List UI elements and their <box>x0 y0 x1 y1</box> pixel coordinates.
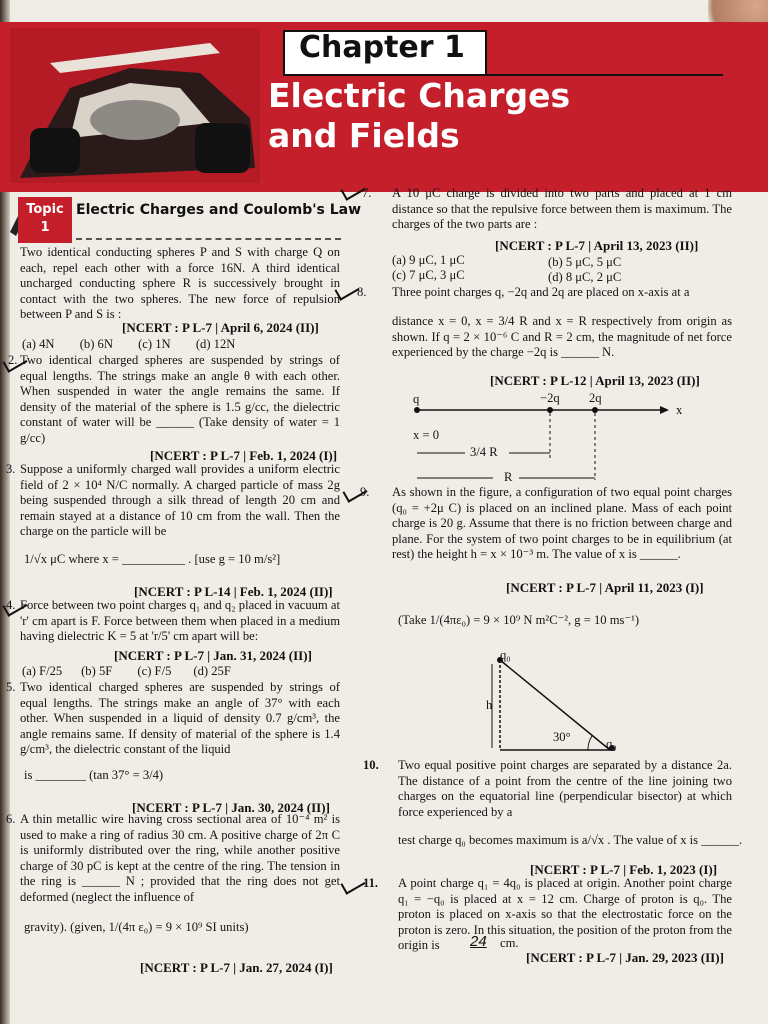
q11-number: 11. <box>363 876 379 890</box>
q11-handwritten-answer: 24 <box>470 933 487 950</box>
chapter-title-line1: Electric Charges <box>268 76 571 115</box>
q7-number: 7. <box>362 186 372 200</box>
topic-tag-line2: 1 <box>40 220 50 235</box>
q8-text2: distance x = 0, x = 3/4 R and x = R respectively from origin as shown. If q = 2 × 10⁻⁶ C and R = 2 cm, the magnitude of net force experienced by the charge −2q is ______ N. <box>392 314 732 359</box>
fig-label-x: x <box>676 403 683 417</box>
q2-ref: [NCERT : P L-7 | Feb. 1, 2024 (I)] <box>150 448 338 463</box>
q10-number: 10. <box>363 758 379 772</box>
q3-number: 3. <box>6 462 16 476</box>
fig-label-q0-top: q₀ <box>500 648 511 662</box>
q10-text: Two equal positive point charges are separated by a distance 2a. The distance of a point from the centre of the line joining two charges on the equatorial line (perpendicular bisector) at which force experienced by a <box>398 758 732 819</box>
q6-ref: [NCERT : P L-7 | Jan. 27, 2024 (I)] <box>140 960 333 975</box>
q11-text: A point charge q₁ = 4q₀ is placed at origin. Another point charge q₁ = −q₀ is placed at x = 12 cm. Charge of proton is q₀. The proton is placed on x-axis so that the electrostatic force on the proton is zero. In this situation, the position of the proton from the origin is <box>398 876 732 952</box>
topic-title: Electric Charges and Coulomb's Law <box>76 202 362 218</box>
charge-2q-dot <box>592 407 598 413</box>
q9-ref: [NCERT : P L-7 | April 11, 2023 (I)] <box>506 580 704 595</box>
x-axis-arrow <box>660 406 669 414</box>
q7-option-a: (a) 9 μC, 1 μC <box>392 253 465 267</box>
q9-text: As shown in the figure, a configuration of two equal point charges (q₀ = +2μ C) is placed on an inclined plane. Mass of each point charge is 20 g. Assume that there is no friction between charge and plane. For the system of two point charges to be in equilibrium (at rest) the height h = x × 10⁻³ m. The value of x is ______. <box>392 485 732 561</box>
fig-label-x0: x = 0 <box>413 428 439 442</box>
topic-divider <box>76 238 341 240</box>
q4-ref: [NCERT : P L-7 | Jan. 31, 2024 (II)] <box>114 648 312 663</box>
q6-text: A thin metallic wire having cross sectional area of 10⁻⁴ m² is used to make a ring of radius 30 cm. A positive charge of 2π C is uniformly distributed over the ring, while another positive charge of 30 pC is kept at the centre of the ring. The tension in the ring is ______ N ; provided that the ring does not get deformed (neglect the influence of <box>20 812 340 904</box>
angle-arc <box>588 736 592 750</box>
topic-tag <box>18 197 72 243</box>
fig-label-angle: 30° <box>553 730 571 744</box>
q7-option-d: (d) 8 μC, 2 μC <box>548 270 622 284</box>
q7-text: A 10 μC charge is divided into two parts and placed at 1 cm distance so that the repulsive force between them is maximum. The charges of the two parts are : <box>392 186 732 231</box>
q5-ref: [NCERT : P L-7 | Jan. 30, 2024 (II)] <box>132 800 330 815</box>
q1-text: Two identical conducting spheres P and S with charge Q on each, repel each other with a force 16N. A third identical uncharged conducting sphere R is successively brought in contact with the two spheres. The new force of repulsion between P and S is : <box>20 245 340 321</box>
charge-minus2q-dot <box>547 407 553 413</box>
q8-number: 8. <box>357 285 367 299</box>
topic-tag-line1: Topic <box>26 202 64 217</box>
fig-label-three-quarter-R: 3/4 R <box>470 445 498 459</box>
q8-text: Three point charges q, −2q and 2q are placed on x-axis at a <box>392 285 690 299</box>
q10-formula: test charge q₀ becomes maximum is a/√x . The value of x is ______. <box>398 833 743 847</box>
chapter-label-box <box>283 30 487 76</box>
q2-text: Two identical charged spheres are suspended by strings of equal lengths. The strings make an angle θ with each other. When suspended in water the angle remains the same. If density of the material of the sphere is 1.5 g/cc, the dielectric constant of water will be ______ (Take density of water = 1 g/cc) <box>20 353 340 445</box>
q3-text: Suppose a uniformly charged wall provides a uniform electric field of 2 × 10⁴ N/C normally. A charged particle of mass 2g being suspended through a silk thread of length 20 cm and remain stayed at a distance of 10 cm from the wall. Then the charge on the particle will be <box>20 462 340 538</box>
q8-ref: [NCERT : P L-12 | April 13, 2023 (II)] <box>490 373 700 388</box>
q1-options: (a) 4N (b) 6N (c) 1N (d) 12N <box>22 337 236 351</box>
fig-label-h: h <box>486 698 493 712</box>
q6-formula: gravity). (given, 1/(4π ε₀) = 9 × 10⁹ SI units) <box>24 920 249 934</box>
chapter-label: Chapter 1 <box>299 30 465 65</box>
race-car-illustration <box>10 28 260 183</box>
tick-mark-q11 <box>340 873 365 894</box>
q5-text: Two identical charged spheres are suspended by strings of equal lengths. The strings make an angle of 37° with each other. When suspended in a liquid of density 0.7 g/cm³, the angle remains same. If density of material of the sphere is 1.4 g/cm³, the dielectric constant of the liquid <box>20 680 340 756</box>
q5-number: 5. <box>6 680 16 694</box>
charge-q-dot <box>414 407 420 413</box>
q10-ref: [NCERT : P L-7 | Feb. 1, 2023 (I)] <box>530 862 718 877</box>
q7-option-c: (c) 7 μC, 3 μC <box>392 268 465 282</box>
q2-number: 2. <box>8 353 18 367</box>
q11-unit: cm. <box>500 936 519 950</box>
q9-number: 9. <box>360 485 370 499</box>
fig-label-minus2q: −2q <box>540 391 560 405</box>
q7-option-b: (b) 5 μC, 5 μC <box>548 255 622 269</box>
q3-formula: 1/√x μC where x = __________ . [use g = 10 m/s²] <box>24 552 281 566</box>
chapter-title <box>268 76 570 156</box>
chapter-title-line2: and Fields <box>268 116 460 155</box>
fig-label-2q: 2q <box>589 391 602 405</box>
fig-label-q0-bottom: q₀ <box>606 737 617 751</box>
q1-ref: [NCERT : P L-7 | April 6, 2024 (II)] <box>122 320 319 335</box>
q4-text: Force between two point charges q₁ and q₂ placed in vacuum at 'r' cm apart is F. Force between them when placed in a medium having dielectric K = 5 at 'r/5' cm apart will be: <box>20 598 340 643</box>
q5-formula: is ________ (tan 37° = 3/4) <box>24 768 164 782</box>
q4-options: (a) F/25 (b) 5F (c) F/5 (d) 25F <box>22 664 231 678</box>
q4-number: 4. <box>6 598 16 612</box>
fig-label-R: R <box>504 470 513 484</box>
fig-label-q: q <box>413 392 420 406</box>
q3-ref: [NCERT : P L-14 | Feb. 1, 2024 (II)] <box>134 584 333 599</box>
q7-ref: [NCERT : P L-7 | April 13, 2023 (II)] <box>495 238 699 253</box>
q9-take: (Take 1/(4πε₀) = 9 × 10⁹ N m²C⁻², g = 10 ms⁻¹) <box>398 613 640 627</box>
q11-ref: [NCERT : P L-7 | Jan. 29, 2023 (II)] <box>526 950 724 965</box>
q6-number: 6. <box>6 812 16 826</box>
